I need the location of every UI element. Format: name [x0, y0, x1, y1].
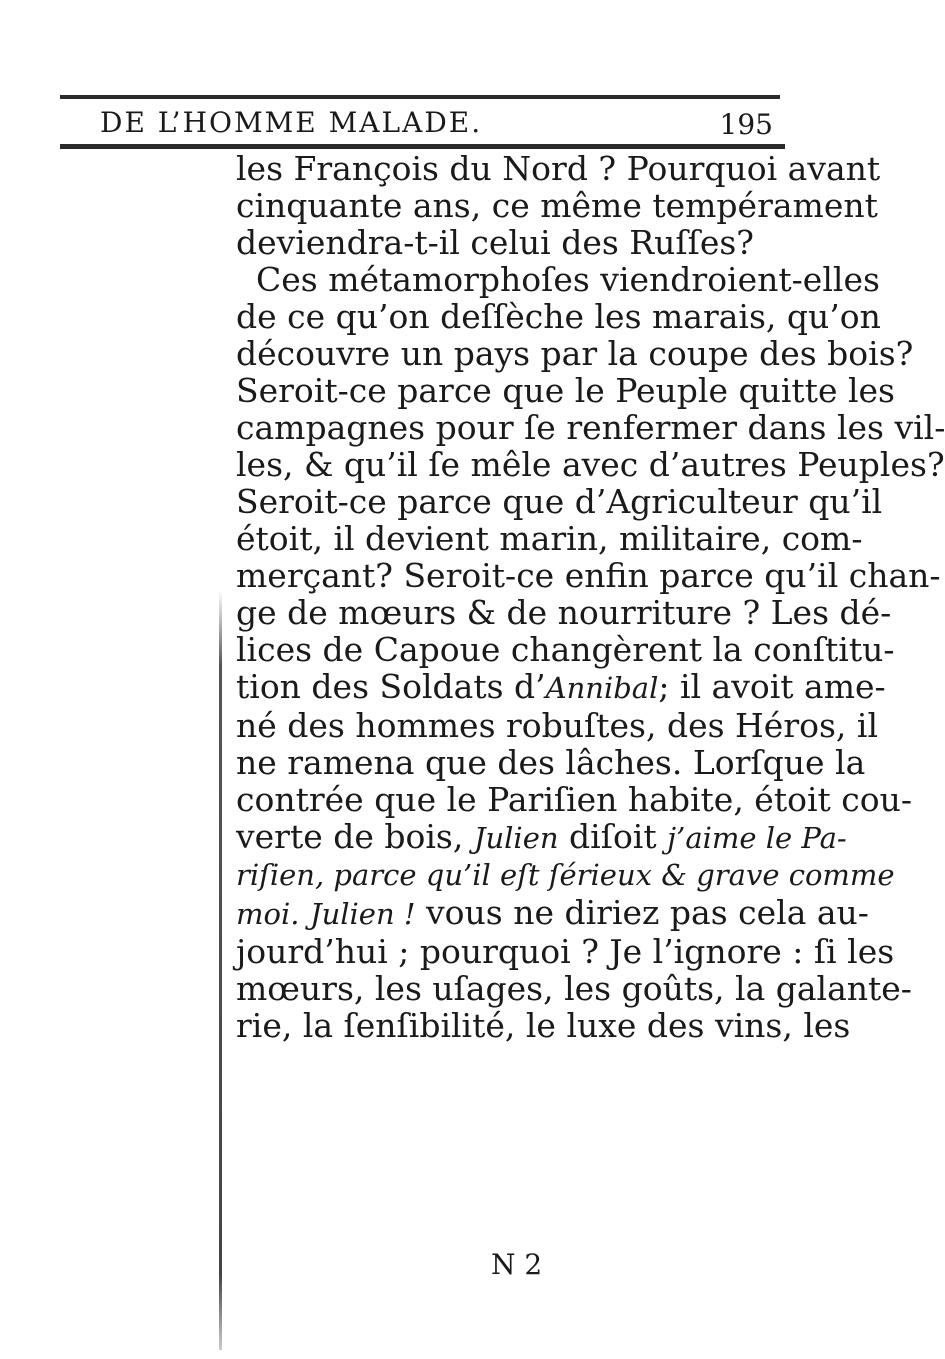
text-line: ne ramena que des lâches. Lorſque la: [236, 743, 866, 782]
text-line: les, & qu’il ſe mêle avec d’autres Peuples?: [236, 445, 945, 484]
text-segment: diſoit: [569, 817, 657, 856]
italic-quote: j’aime le Pa-: [667, 821, 847, 855]
text-segment: tion des Soldats d’: [236, 667, 546, 706]
text-segment: verte de bois,: [236, 817, 464, 856]
text-line: ge de mœurs & de nourriture ? Les dé-: [236, 593, 892, 632]
italic-name: Annibal: [545, 671, 659, 705]
italic-name: Julien !: [309, 897, 416, 931]
text-line: contrée que le Pariſien habite, étoit cou-: [236, 780, 913, 819]
text-segment: ; il avoit ame-: [658, 667, 886, 706]
text-line: de ce qu’on deſſèche les marais, qu’on: [236, 297, 881, 336]
text-line: découvre un pays par la coupe des bois?: [236, 334, 914, 373]
italic-name: Julien: [473, 821, 559, 855]
text-line: né des hommes robuſtes, des Héros, il: [236, 706, 879, 745]
text-line: rie, la ſenſibilité, le luxe des vins, les: [236, 1006, 851, 1045]
page-header: [60, 104, 785, 149]
italic-quote-line: riſien, parce qu’il eſt ſérieux & grave comme: [236, 858, 895, 892]
signature-mark: N 2: [491, 1248, 543, 1281]
text-line: cinquante ans, ce même tempérament: [236, 186, 878, 225]
top-rule: [60, 95, 780, 99]
text-line: Ces métamorphoſes viendroient-elles: [256, 260, 880, 299]
text-line: lices de Capoue changèrent la conſtitu-: [236, 630, 895, 669]
text-line: mœurs, les uſages, les goûts, la galante-: [236, 969, 912, 1008]
text-line: les François du Nord ? Pourquoi avant: [236, 149, 881, 188]
text-line: [236, 667, 886, 707]
text-line: deviendra-t-il celui des Ruſſes?: [236, 223, 754, 262]
text-line: étoit, il devient marin, militaire, com-: [236, 519, 863, 558]
text-line: [236, 817, 847, 857]
running-head: DE L’HOMME MALADE.: [100, 106, 483, 139]
body-text: [236, 149, 945, 1045]
italic-quote: moi.: [236, 897, 300, 931]
text-line: jourd’hui ; pourquoi ? Je l’ignore : ſi les: [236, 932, 895, 971]
text-line: Seroit-ce parce que d’Agriculteur qu’il: [236, 482, 883, 521]
text-line: Seroit-ce parce que le Peuple quitte les: [236, 371, 895, 410]
text-line: campagnes pour ſe renfermer dans les vil-: [236, 408, 945, 447]
page-number: 195: [719, 108, 773, 141]
text-segment: vous ne diriez pas cela au-: [426, 893, 869, 932]
text-line: merçant? Seroit-ce enfin parce qu’il chan-: [236, 556, 941, 595]
text-line: [236, 893, 869, 933]
page-gutter-edge: [219, 590, 222, 1350]
